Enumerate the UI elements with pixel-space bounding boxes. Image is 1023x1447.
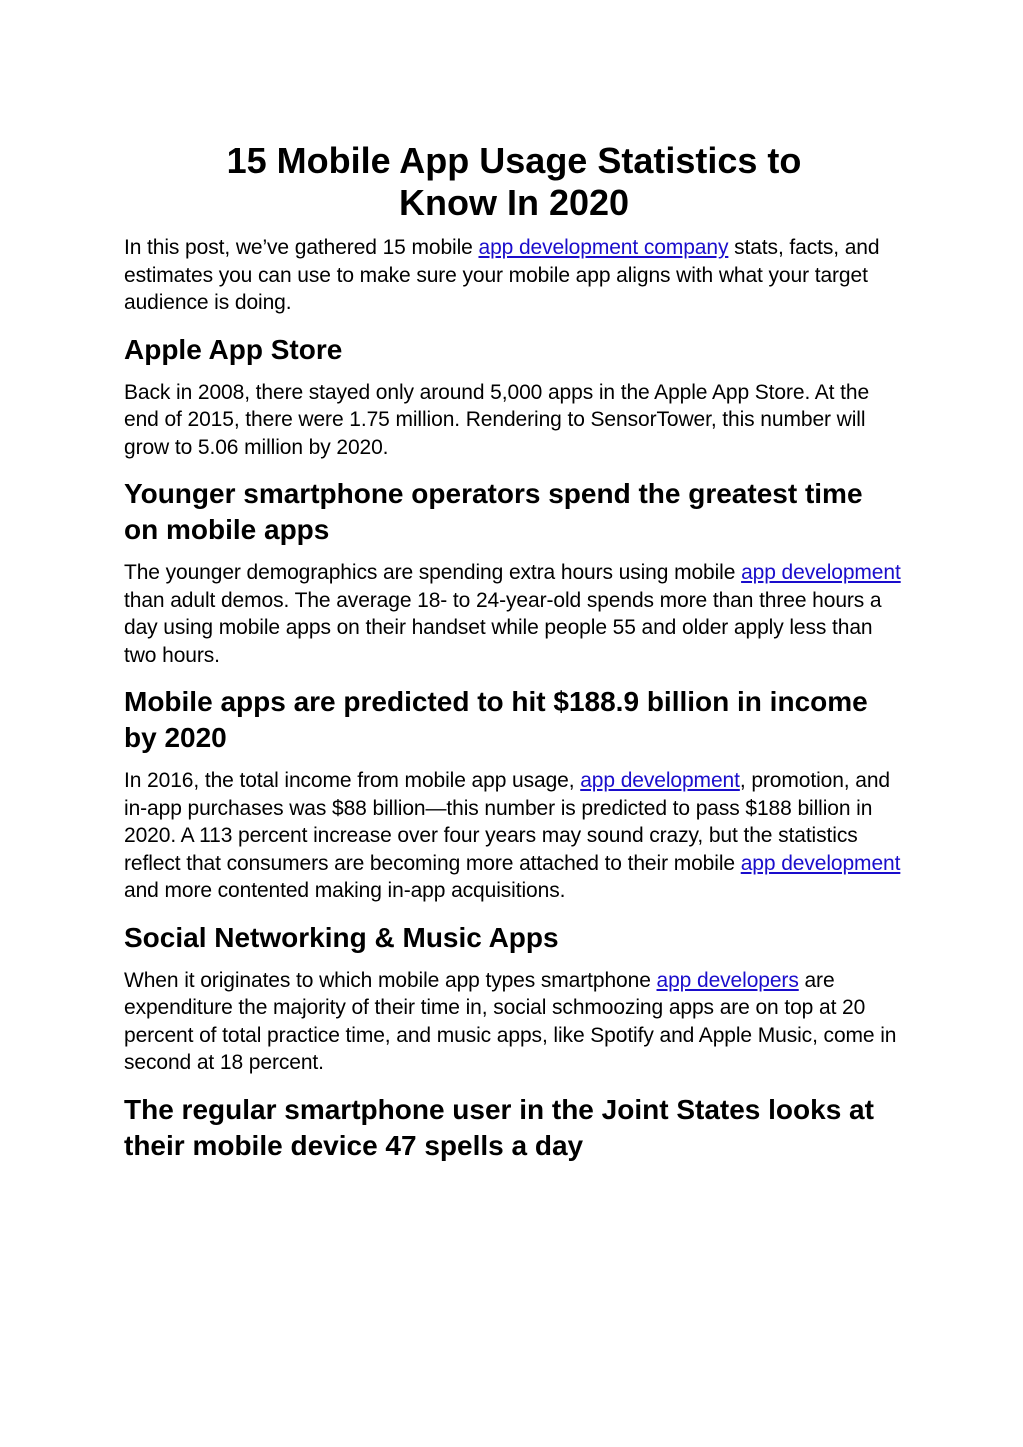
section-heading-younger-users: Younger smartphone operators spend the greatest time on mobile apps <box>124 478 863 545</box>
section-heading-device-checks: The regular smartphone user in the Joint States looks at their mobile device 47 spells a day <box>124 1093 874 1161</box>
section-heading-app-income: Mobile apps are predicted to hit $188.9 billion in income by 2020 <box>124 686 868 753</box>
app-development-link[interactable]: app development <box>741 561 901 584</box>
paragraph-text-after: are expenditure the majority of their time in, social schmoozing apps are on top at 20 percent of total practice time, and music apps, like Spotify and Apple Music, come in second at 18 percent. <box>124 968 897 1074</box>
paragraph-text-before: In 2016, the total income from mobile app usage, <box>124 769 581 792</box>
article-title <box>104 140 924 224</box>
intro-text-after: stats, facts, and estimates you can use to make sure your mobile app aligns with what your target audience is doing. <box>124 236 880 314</box>
app-development-company-link[interactable]: app development company <box>478 236 729 259</box>
app-developers-link[interactable]: app developers <box>656 968 799 992</box>
paragraph-text-middle: , promotion, and in-app purchases was $88 billion—this number is predicted to pass $188 billion in 2020. A 113 percent increase over four years may sound crazy, but the statistics reflect that consumers are becoming more attached to their mobile <box>124 769 891 875</box>
paragraph-text-after: than adult demos. The average 18- to 24-year-old spends more than three hours a day using mobile apps on their handset while people 55 and older apply less than two hours. <box>124 588 882 667</box>
section-paragraph-app-income <box>124 767 904 905</box>
app-development-link[interactable]: app development <box>740 851 901 875</box>
paragraph-text-before: When it originates to which mobile app types smartphone <box>124 968 657 992</box>
section-heading-social-music-apps: Social Networking & Music Apps <box>124 921 559 953</box>
paragraph-text-after: and more contented making in-app acquisitions. <box>124 879 566 902</box>
app-development-link[interactable]: app development <box>580 769 740 792</box>
section-paragraph-social-music-apps <box>124 967 904 1077</box>
article-title-line-1: 15 Mobile App Usage Statistics to <box>226 140 802 181</box>
section-paragraph-younger-users <box>124 559 904 669</box>
intro-text-before: In this post, we’ve gathered 15 mobile <box>124 236 479 259</box>
article-title-line-2: Know In 2020 <box>398 182 630 223</box>
section-heading-apple-app-store: Apple App Store <box>124 333 343 365</box>
paragraph-text-before: The younger demographics are spending extra hours using mobile <box>124 561 742 584</box>
intro-paragraph <box>124 234 904 317</box>
section-paragraph-apple-app-store: Back in 2008, there stayed only around 5,000 apps in the Apple App Store. At the end of 2015, there were 1.75 million. Rendering to SensorTower, this number will grow to 5.06 million by 2020. <box>124 380 870 459</box>
article <box>124 140 904 1175</box>
